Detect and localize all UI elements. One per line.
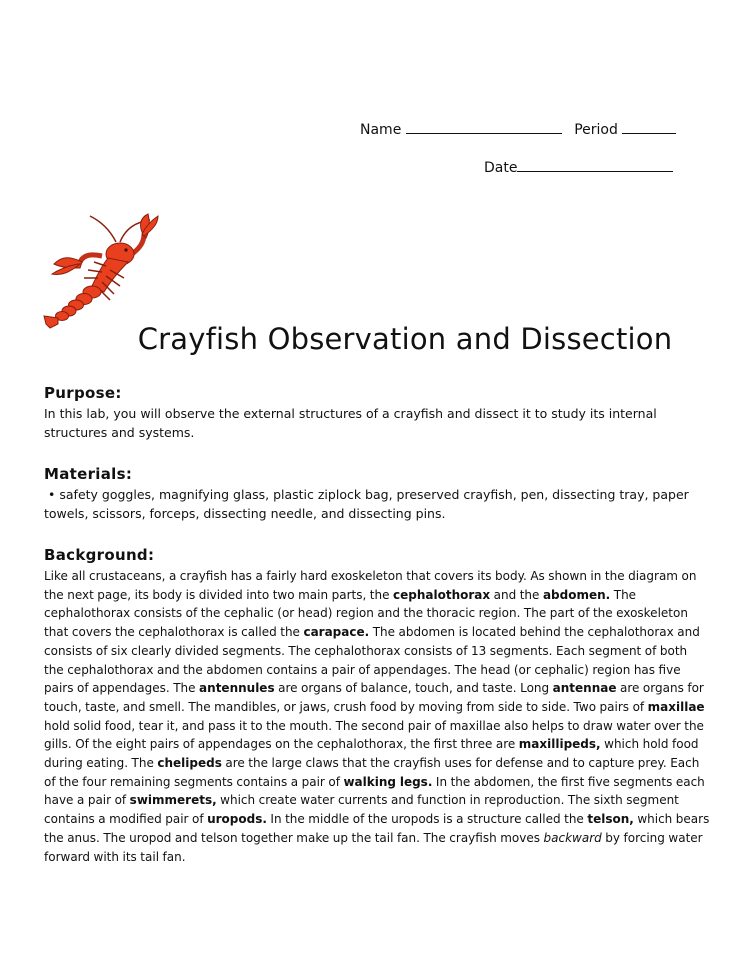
bold-term: antennules [199,681,275,696]
bold-term: telson, [587,812,634,827]
purpose-heading: Purpose: [44,384,122,402]
bold-term: carapace. [303,625,370,640]
date-line [484,159,673,176]
page-title: Crayfish Observation and Dissection [137,322,673,356]
bold-term: cephalothorax [393,587,491,602]
period-label: Period [574,122,618,138]
name-label: Name [360,122,402,138]
bold-term: antennae [552,681,617,696]
text-run: are organs of balance, touch, and taste. Long [274,681,553,696]
text-run: In the abdomen, the first five segments each have a pair of [44,774,705,808]
text-run: The cephalothorax consists of the cephalic (or head) region and the thoracic region. The part of the exoskeleton that covers the cephalothorax is called the [44,587,688,640]
text-run: by forcing water forward with its tail fan. [44,830,703,864]
bold-term: walking legs. [343,774,433,789]
text-run: are the large claws that the crayfish uses for defense and to capture prey. Each of the four remaining segments contains a pair of [44,756,700,789]
bold-term: swimmerets, [129,793,217,808]
text-run: which create water currents and function in reproduction. The sixth segment contains a modified pair of [44,793,679,827]
bold-term: abdomen. [542,587,611,602]
materials-section [44,465,710,523]
purpose-section [44,384,710,442]
text-run: which hold food during eating. The [44,737,699,771]
text-run: hold solid food, tear it, and pass it to the mouth. The second pair of maxillae also helps to draw water over the gills. Of the eight pairs of appendages on the cephalothorax, the first three are [44,718,704,752]
materials-heading: Materials: [44,465,133,483]
text-run: In the middle of the uropods is a structure called the [266,812,588,827]
name-blank [406,121,562,134]
text-run: and the [490,587,543,602]
text-run: are organs for touch, taste, and smell. The mandibles, or jaws, crush food by moving from side to side. Two pairs of [44,681,704,714]
background-heading: Background: [44,546,155,564]
italic-term: backward [543,830,602,845]
crayfish-illustration [40,212,160,330]
text-run: Like all crustaceans, a crayfish has a fairly hard exoskeleton that covers its body. As shown in the diagram on the next page, its body is divided into two main parts, the [44,569,697,602]
date-label: Date [484,160,518,176]
materials-text [44,486,710,523]
bold-term: maxillae [647,699,705,714]
name-period-line [360,121,676,138]
period-blank [622,121,676,134]
purpose-text: In this lab, you will observe the external structures of a crayfish and dissect it to study its internal structures and systems. [44,406,657,440]
background-paragraph [44,567,710,866]
text-run: The abdomen is located behind the cephalothorax and consists of six clearly divided segments. The cephalothorax consists of 13 segments. Each segment of both the cephalothorax and the abdomen contains a pair of appendages. The head (or cephalic) region has five pairs of appendages. The [44,625,700,696]
bullet-icon: • [48,487,56,502]
bold-term: uropods. [207,812,267,827]
materials-list: safety goggles, magnifying glass, plastic ziplock bag, preserved crayfish, pen, dissecting tray, paper towels, scissors, forceps, dissecting needle, and dissecting pins. [44,487,689,521]
crayfish-icon [44,214,158,328]
background-section [44,546,710,866]
date-blank [517,159,673,172]
bold-term: maxillipeds, [518,737,601,752]
bold-term: chelipeds [157,756,222,771]
text-run: which bears the anus. The uropod and telson together make up the tail fan. The crayfish moves [44,812,710,845]
